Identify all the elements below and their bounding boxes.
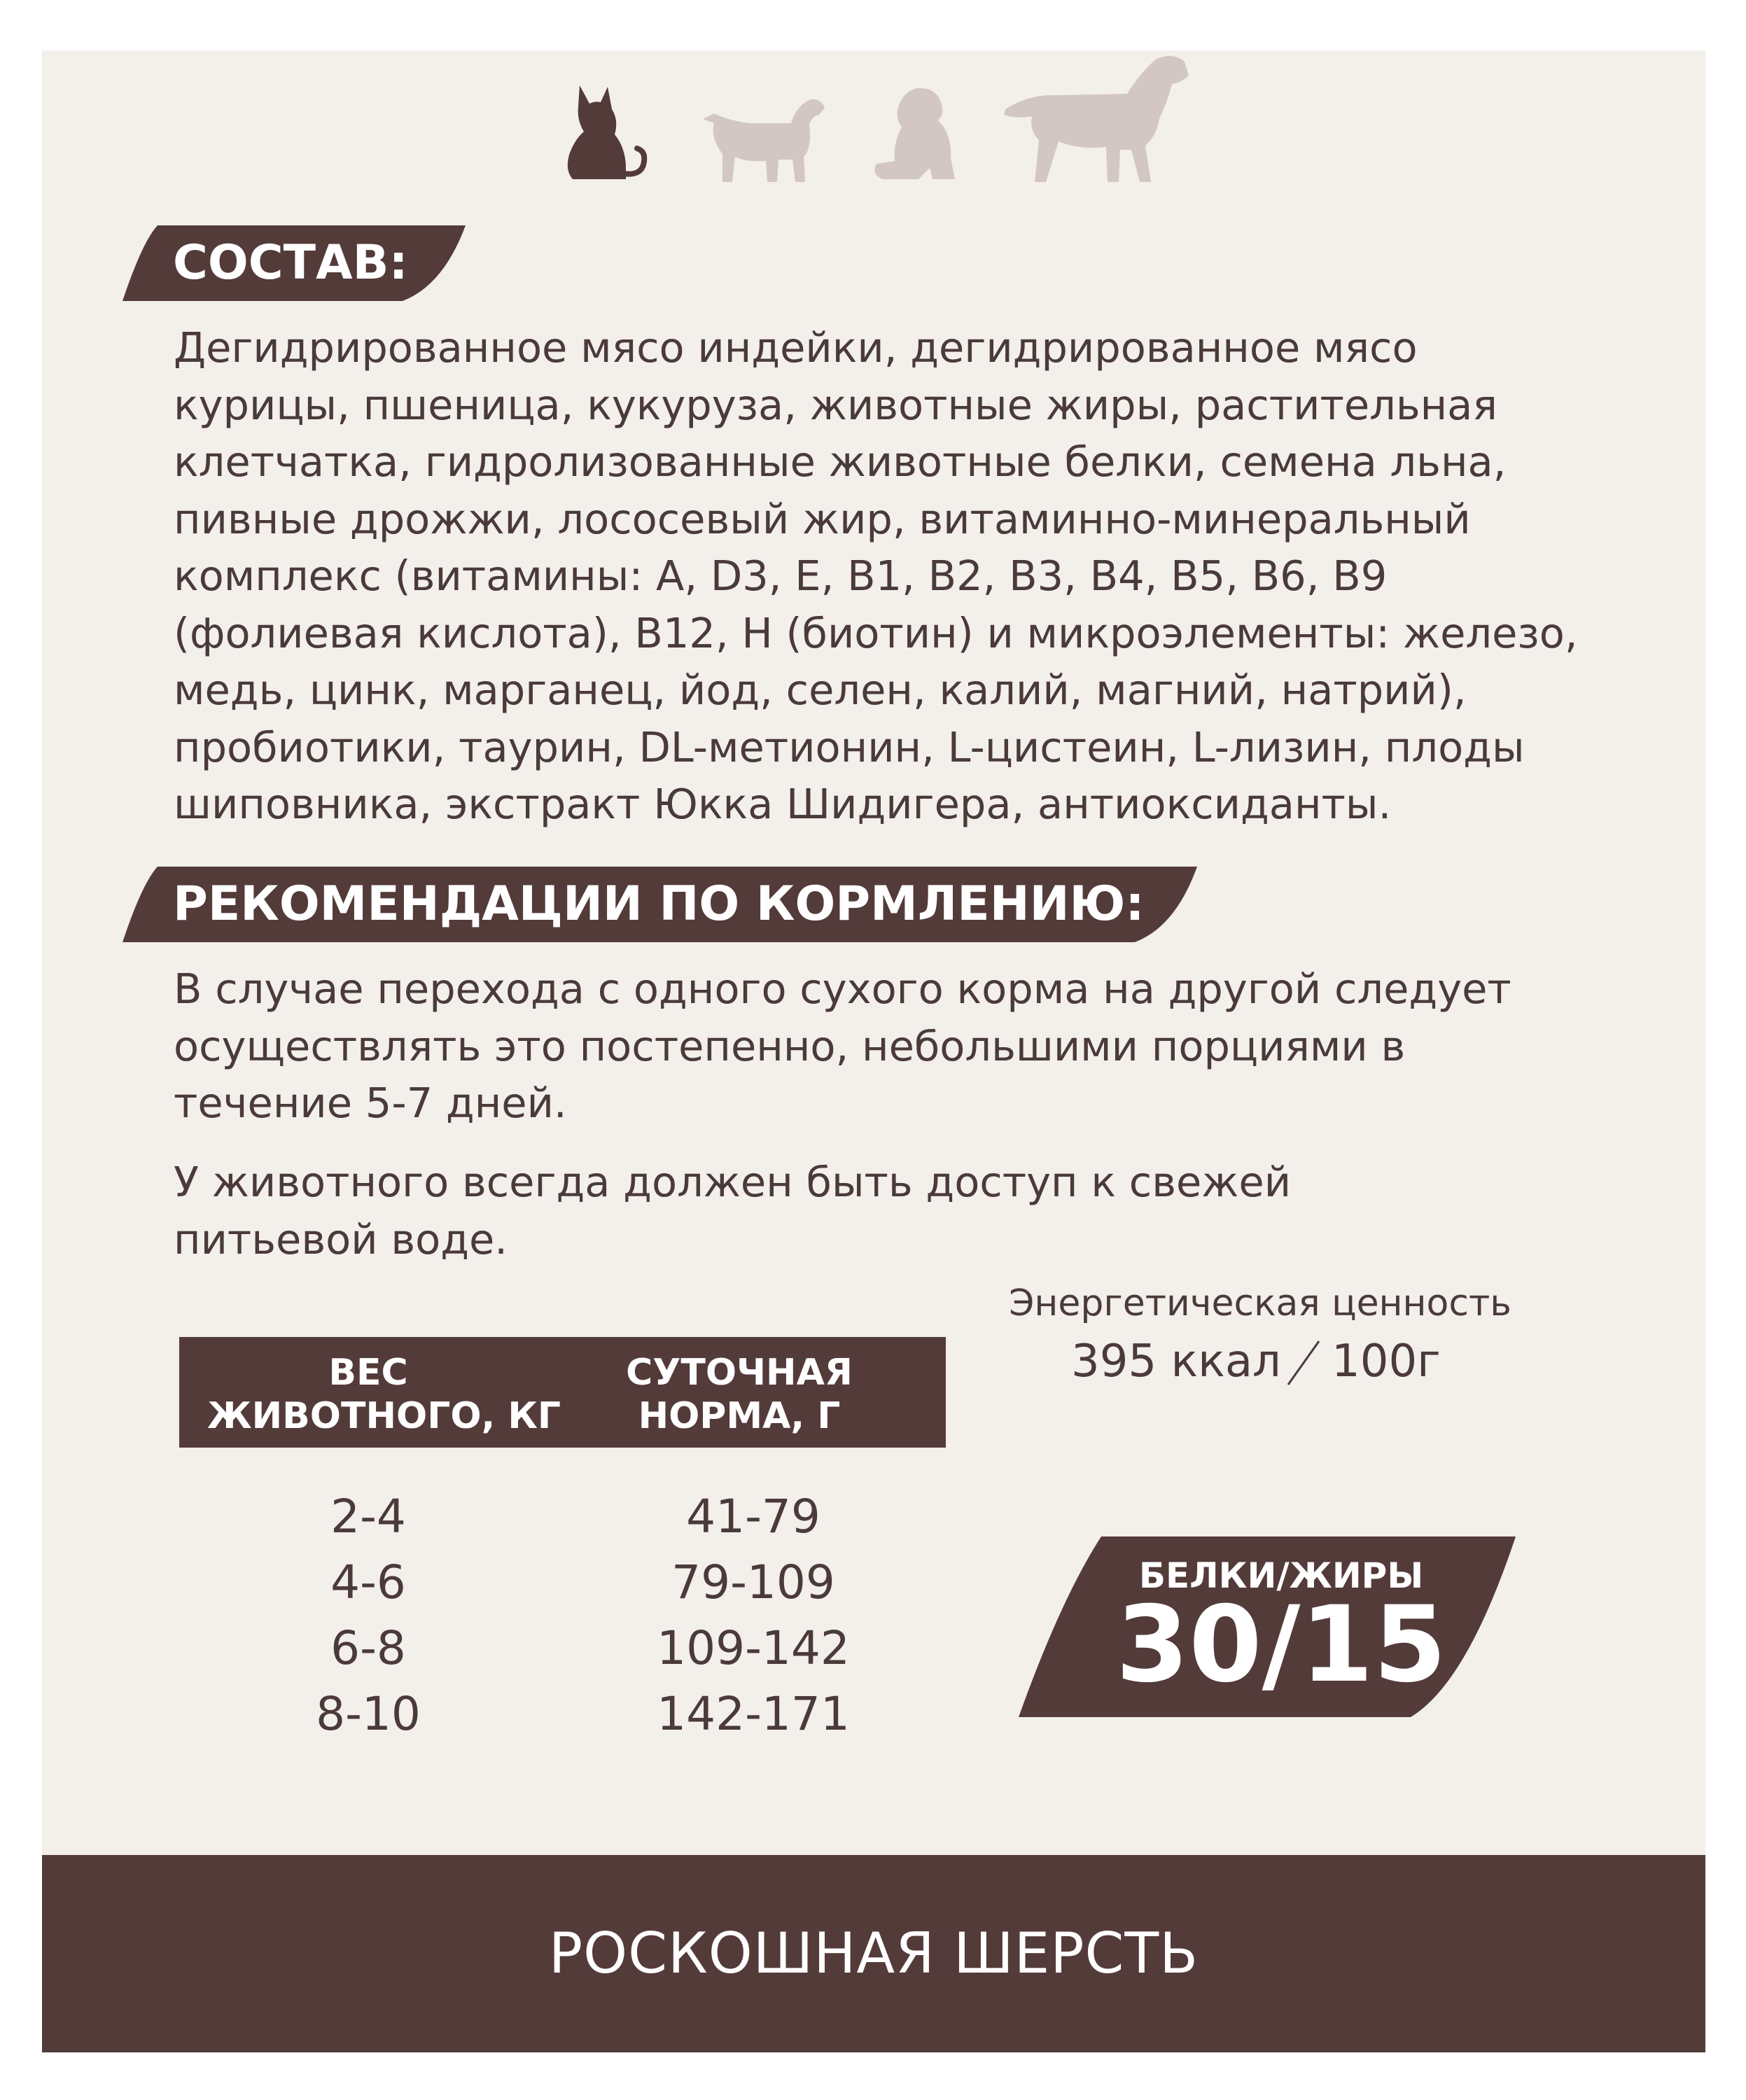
energy-label: Энергетическая ценность bbox=[1009, 1282, 1511, 1324]
composition-line: клетчатка, гидролизованные животные белки, семена льна, bbox=[174, 438, 1507, 486]
composition-line: (фолиевая кислота), B12, H (биотин) и микроэлементы: железо, bbox=[174, 608, 1578, 657]
per-slash bbox=[1283, 1338, 1325, 1387]
feeding-text-transition bbox=[174, 960, 1511, 1132]
composition-line: медь, цинк, марганец, йод, селен, калий, магний, натрий), bbox=[174, 666, 1467, 714]
weight-column-header bbox=[207, 1351, 561, 1438]
table-cell-weight: 8-10 bbox=[316, 1687, 421, 1741]
small-dog-icon bbox=[700, 92, 826, 183]
table-cell-weight: 2-4 bbox=[330, 1490, 406, 1544]
composition-line: курицы, пшеница, кукуруза, животные жиры, растительная bbox=[174, 380, 1497, 429]
protein-fat-value: 30/15 bbox=[1115, 1584, 1447, 1706]
animal-icons bbox=[553, 49, 1197, 189]
table-cell-norm: 41-79 bbox=[686, 1490, 820, 1544]
composition-heading-banner bbox=[123, 225, 466, 301]
puppy-icon bbox=[868, 85, 966, 183]
feeding-line: В случае перехода с одного сухого корма на другой следует bbox=[174, 965, 1511, 1013]
weight-header-line: ЖИВОТНОГО, КГ bbox=[207, 1395, 561, 1437]
composition-text bbox=[174, 319, 1578, 833]
composition-heading: СОСТАВ: bbox=[173, 235, 408, 290]
energy-per-unit: 100г bbox=[1332, 1336, 1441, 1387]
table-cell-weight: 6-8 bbox=[330, 1621, 406, 1675]
feeding-text-water bbox=[174, 1154, 1291, 1268]
daily-norm-column-header bbox=[571, 1351, 907, 1438]
composition-line: шиповника, экстракт Юкка Шидигера, антиоксиданты. bbox=[174, 780, 1392, 828]
table-cell-norm: 79-109 bbox=[671, 1555, 835, 1609]
feeding-heading-banner bbox=[123, 867, 1197, 942]
composition-line: комплекс (витамины: A, D3, E, B1, B2, B3, B4, B5, B6, B9 bbox=[174, 552, 1388, 600]
composition-line: пивные дрожжи, лососевый жир, витаминно-минеральный bbox=[174, 494, 1471, 543]
energy-value: 395 ккал bbox=[1071, 1336, 1281, 1387]
protein-fat-label: БЕЛКИ/ЖИРЫ bbox=[1138, 1555, 1424, 1596]
table-cell-weight: 4-6 bbox=[330, 1555, 406, 1609]
feeding-line: течение 5-7 дней. bbox=[174, 1079, 567, 1127]
cat-icon bbox=[559, 85, 650, 183]
footer-band bbox=[42, 1855, 1705, 2052]
feeding-line: питьевой воде. bbox=[174, 1214, 508, 1264]
feeding-table-header bbox=[179, 1337, 946, 1448]
table-cell-norm: 142-171 bbox=[657, 1687, 850, 1741]
footer-text: РОСКОШНАЯ ШЕРСТЬ bbox=[548, 1921, 1199, 1986]
composition-line: пробиотики, таурин, DL-метионин, L-цистеин, L-лизин, плоды bbox=[174, 722, 1525, 771]
feeding-heading: РЕКОМЕНДАЦИИ ПО КОРМЛЕНИЮ: bbox=[173, 876, 1145, 932]
composition-line: Дегидрированное мясо индейки, дегидрированное мясо bbox=[174, 323, 1418, 372]
feeding-line: осуществлять это постепенно, небольшими порциями в bbox=[174, 1021, 1406, 1070]
feeding-line: У животного всегда должен быть доступ к свежей bbox=[174, 1158, 1292, 1206]
table-cell-norm: 109-142 bbox=[657, 1621, 850, 1675]
large-dog-icon bbox=[1001, 52, 1190, 185]
norm-header-line: НОРМА, Г bbox=[638, 1395, 841, 1437]
norm-header-line: СУТОЧНАЯ bbox=[626, 1352, 853, 1394]
weight-header-line: ВЕС bbox=[328, 1352, 408, 1394]
